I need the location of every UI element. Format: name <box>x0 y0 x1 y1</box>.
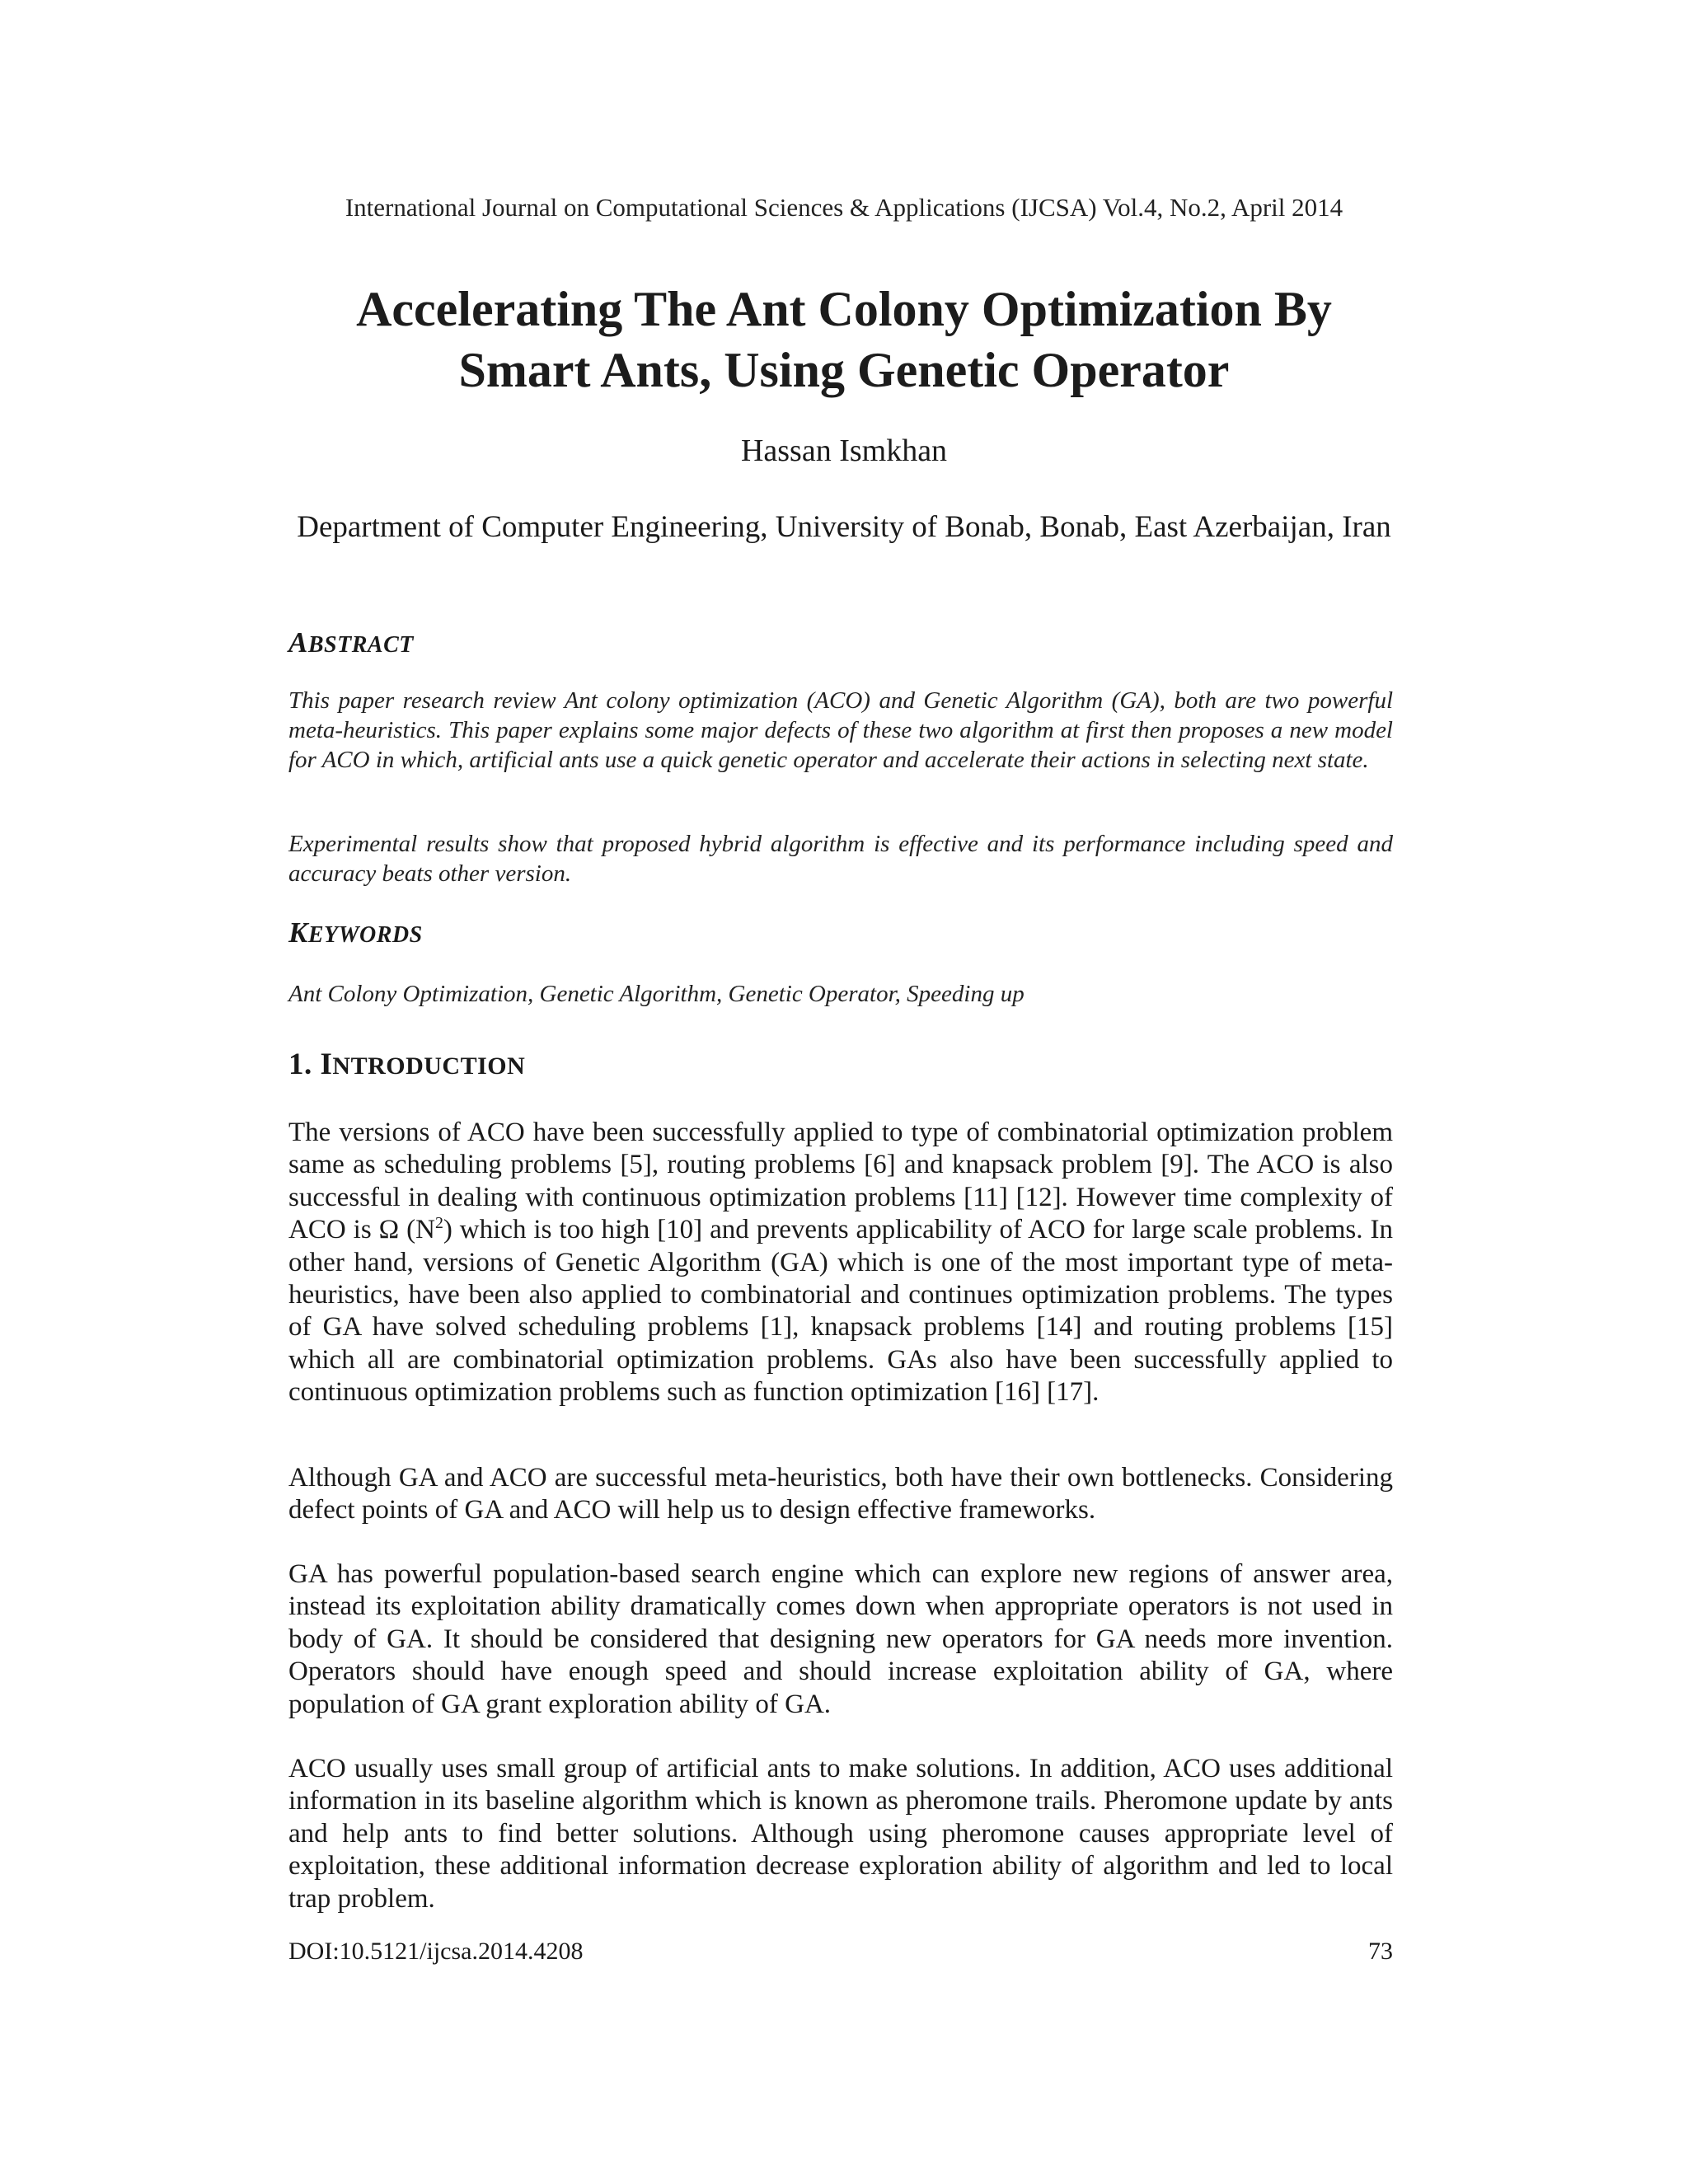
introduction-paragraph-1-part-a: The versions of ACO have been successfully applied to type of combinatorial optimization problem same as scheduling problems [5], routing problems [6] and knapsack problem [9]. The ACO is also successful in dealing with continuous optimization problems [11] [12]. However time complexity of ACO is Ω (N <box>288 1118 1393 1245</box>
paper-title <box>165 279 1523 401</box>
keywords-heading-initial: K <box>288 916 308 949</box>
abstract-heading-rest: BSTRACT <box>307 632 414 658</box>
author-name: Hassan Ismkhan <box>740 434 948 468</box>
footer-page-number: 73 <box>1368 1938 1393 1965</box>
paper-title-line-1: Accelerating The Ant Colony Optimization By <box>356 282 1332 336</box>
introduction-paragraph-1 <box>288 1117 1393 1409</box>
abstract-heading-initial: A <box>288 626 308 658</box>
introduction-paragraph-3: GA has powerful population-based search engine which can explore new regions of answer area, instead its exploitation ability dramatically comes down when appropriate operators is not used in body of GA. It should be considered that designing new operators for GA needs more invention. Operators should have enough speed and should increase exploitation ability of GA, where population of GA grant exploration ability of GA. <box>288 1559 1393 1719</box>
introduction-heading <box>288 1047 525 1085</box>
keywords-heading-rest: EYWORDS <box>307 922 423 948</box>
introduction-heading-rest: NTRODUCTION <box>332 1052 526 1080</box>
journal-header: International Journal on Computational Sciences & Applications (IJCSA) Vol.4, No.2, April 2014 <box>345 193 1343 222</box>
introduction-paragraph-1-part-b: ) which is too high [10] and prevents applicability of ACO for large scale problems. In other hand, versions of Genetic Algorithm (GA) which is one of the most important type of meta-heuristics, have been also applied to combinatorial and continues optimization problems. The types of GA have solved scheduling problems [1], knapsack problems [14] and routing problems [15] which all are combinatorial optimization problems. GAs also have been successfully applied to continuous optimization problems such as function optimization [16] [17]. <box>288 1215 1393 1408</box>
keywords-list: Ant Colony Optimization, Genetic Algorithm, Genetic Operator, Speeding up <box>288 981 1025 1007</box>
introduction-heading-number: 1. I <box>288 1047 333 1081</box>
introduction-paragraph-2: Although GA and ACO are successful meta-heuristics, both have their own bottlenecks. Considering defect points of GA and ACO will help us to design effective frameworks. <box>288 1463 1393 1526</box>
abstract-paragraph-1: This paper research review Ant colony optimization (ACO) and Genetic Algorithm (GA), both are two powerful meta-heuristics. This paper explains some major defects of these two algorithm at first then proposes a new model for ACO in which, artificial ants use a quick genetic operator and accelerate their actions in selecting next state. <box>288 687 1393 773</box>
keywords-heading <box>288 915 423 954</box>
abstract-paragraph-2: Experimental results show that proposed hybrid algorithm is effective and its performance including speed and accuracy beats other version. <box>288 831 1393 887</box>
abstract-heading <box>288 625 414 663</box>
paper-title-line-2: Smart Ants, Using Genetic Operator <box>458 343 1230 397</box>
footer-doi: DOI:10.5121/ijcsa.2014.4208 <box>288 1938 584 1965</box>
introduction-paragraph-4: ACO usually uses small group of artificial ants to make solutions. In addition, ACO uses additional information in its baseline algorithm which is known as pheromone trails. Pheromone update by ants and help ants to find better solutions. Although using pheromone causes appropriate level of exploitation, these additional information decrease exploration ability of algorithm and led to local trap problem. <box>288 1754 1393 1914</box>
author-affiliation: Department of Computer Engineering, University of Bonab, Bonab, East Azerbaijan, Iran <box>297 510 1391 544</box>
superscript-exponent: 2 <box>434 1214 443 1233</box>
